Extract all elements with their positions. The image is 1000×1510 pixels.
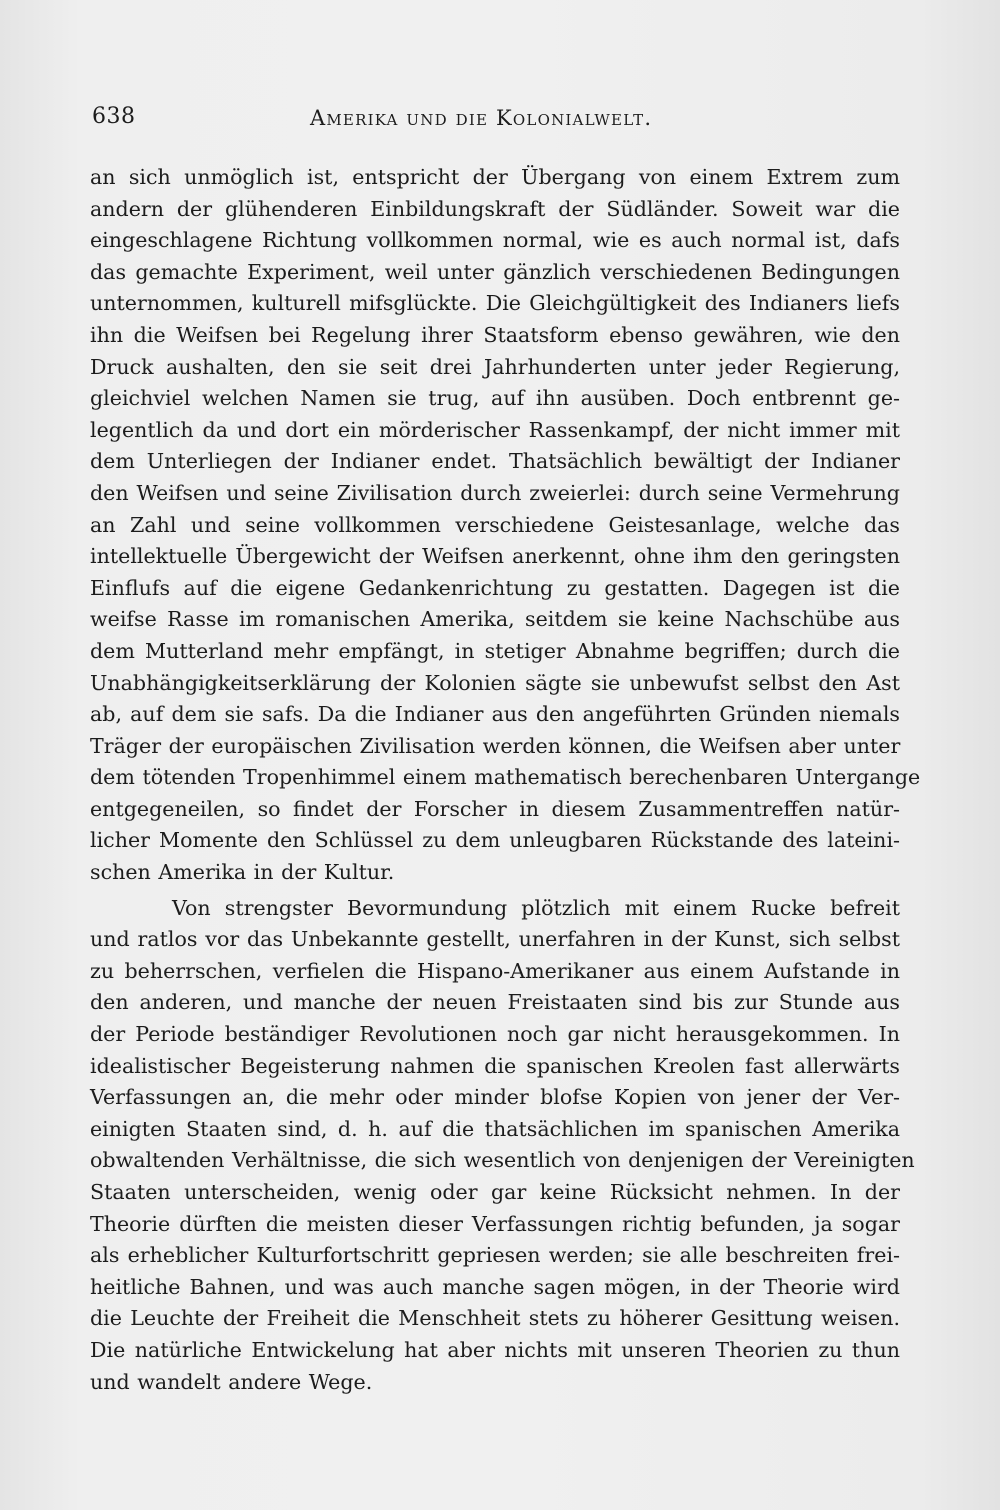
text-line: der Periode beständiger Revolutionen noch gar nicht herausgekommen. In (90, 1022, 900, 1047)
text-line: ab, auf dem sie safs. Da die Indianer aus den angeführten Gründen niemals (90, 702, 900, 727)
text-line: und wandelt andere Wege. (90, 1369, 373, 1394)
text-line: unternommen, kulturell mifsglückte. Die Gleichgültigkeit des Indianers liefs (90, 291, 900, 316)
text-line: Theorie dürften die meisten dieser Verfassungen richtig befunden, ja sogar (90, 1211, 900, 1236)
text-line: Träger der europäischen Zivilisation werden können, die Weifsen aber unter (90, 733, 901, 758)
body-text (90, 162, 921, 1398)
text-line: das gemachte Experiment, weil unter gänzlich verschiedenen Bedingungen (90, 259, 900, 284)
text-line: obwaltenden Verhältnisse, die sich wesentlich von denjenigen der Vereinigten (90, 1148, 915, 1173)
text-line: Von strengster Bevormundung plötzlich mit einem Rucke befreit (172, 895, 900, 920)
text-line: legentlich da und dort ein mörderischer Rassenkampf, der nicht immer mit (90, 417, 900, 442)
page-header (92, 100, 702, 136)
text-line: zu beherrschen, verfielen die Hispano-Amerikaner aus einem Aufstande in (90, 958, 900, 983)
text-line: intellektuelle Übergewicht der Weifsen anerkennt, ohne ihm den geringsten (90, 544, 900, 569)
text-line: einigten Staaten sind, d. h. auf die thatsächlichen im spanischen Amerika (90, 1116, 900, 1141)
text-line: entgegeneilen, so findet der Forscher in diesem Zusammentreffen natür- (90, 796, 900, 821)
text-line: Die natürliche Entwickelung hat aber nichts mit unseren Theorien zu thun (90, 1337, 900, 1362)
text-line: gleichviel welchen Namen sie trug, auf ihn ausüben. Doch entbrennt ge- (90, 386, 900, 411)
text-line: an sich unmöglich ist, entspricht der Übergang von einem Extrem zum (90, 165, 900, 189)
text-line: heitliche Bahnen, und was auch manche sagen mögen, in der Theorie wird (90, 1274, 900, 1299)
paragraph (90, 893, 915, 1399)
text-line: dem Mutterland mehr empfängt, in stetiger Abnahme begriffen; durch die (90, 638, 900, 663)
text-line: Einflufs auf die eigene Gedankenrichtung zu gestatten. Dagegen ist die (90, 575, 900, 600)
running-title: Amerika und die Kolonialwelt. (310, 106, 653, 130)
text-line: Verfassungen an, die mehr oder minder blofse Kopien von jener der Ver- (90, 1085, 900, 1110)
text-line: weifse Rasse im romanischen Amerika, seitdem sie keine Nachschübe aus (90, 607, 900, 632)
text-line: den Weifsen und seine Zivilisation durch zweierlei: durch seine Vermehrung (90, 480, 900, 505)
text-line: ihn die Weifsen bei Regelung ihrer Staatsform ebenso gewähren, wie den (90, 322, 900, 347)
page-number: 638 (92, 104, 136, 129)
text-line: dem tötenden Tropenhimmel einem mathematisch berechenbaren Untergange (90, 765, 921, 790)
text-line: andern der glühenderen Einbildungskraft der Südländer. Soweit war die (90, 196, 900, 221)
text-line: den anderen, und manche der neuen Freistaaten sind bis zur Stunde aus (90, 990, 900, 1015)
text-line: schen Amerika in der Kultur. (90, 860, 395, 885)
text-line: licher Momente den Schlüssel zu dem unleugbaren Rückstande des lateini- (90, 828, 900, 853)
text-line: eingeschlagene Richtung vollkommen normal, wie es auch normal ist, dafs (90, 228, 900, 253)
text-line: dem Unterliegen der Indianer endet. Thatsächlich bewältigt der Indianer (90, 449, 900, 474)
paragraph (90, 162, 921, 889)
text-line: idealistischer Begeisterung nahmen die spanischen Kreolen fast allerwärts (90, 1053, 900, 1078)
text-line: an Zahl und seine vollkommen verschiedene Geistesanlage, welche das (90, 512, 900, 537)
text-line: Druck aushalten, den sie seit drei Jahrhunderten unter jeder Regierung, (90, 354, 900, 379)
text-line: und ratlos vor das Unbekannte gestellt, unerfahren in der Kunst, sich selbst (90, 927, 900, 952)
text-line: Unabhängigkeitserklärung der Kolonien sägte sie unbewufst selbst den Ast (90, 670, 900, 695)
text-line: die Leuchte der Freiheit die Menschheit stets zu höherer Gesittung weisen. (90, 1306, 900, 1331)
text-line: als erheblicher Kulturfortschritt gepriesen werden; sie alle beschreiten frei- (90, 1243, 900, 1268)
text-line: Staaten unterscheiden, wenig oder gar keine Rücksicht nehmen. In der (90, 1180, 900, 1204)
